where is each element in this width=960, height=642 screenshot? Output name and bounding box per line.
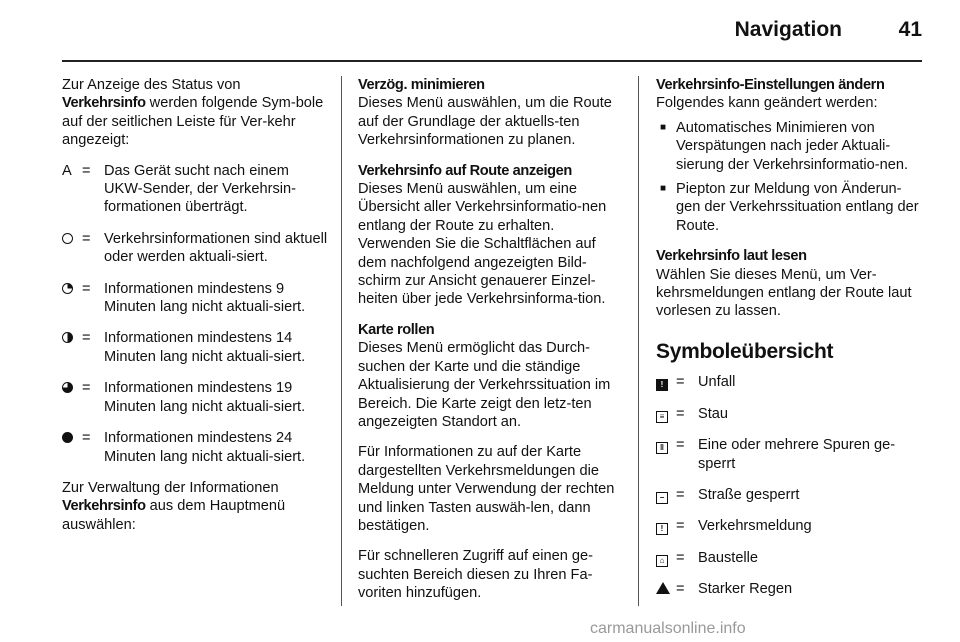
watermark: carmanualsonline.info: [590, 620, 746, 637]
roadworks-icon: ⌂: [656, 555, 668, 567]
symbol-row: ! = Verkehrsmeldung: [656, 517, 924, 535]
page-title: Navigation: [734, 18, 842, 41]
road-closed-icon: −: [656, 492, 668, 504]
status-item: = Informationen mindestens 19 Minuten lang nicht aktuali-siert.: [62, 379, 328, 416]
settings-intro: Folgendes kann geändert werden:: [656, 95, 878, 112]
column-1: [62, 76, 328, 546]
section-heading: Karte rollen: [358, 321, 435, 338]
page-number: 41: [898, 18, 922, 41]
lanes-closed-icon: ‖: [656, 442, 668, 454]
circle-quarter-icon: [62, 283, 73, 294]
paragraph-favourites: Für schnelleren Zugriff auf einen ge-suchten Bereich diesen zu Ihren Fa-voriten hinzufügen.: [358, 548, 593, 602]
status-intro: Zur Anzeige des Status von Verkehrsinfo werden folgende Sym-bole auf der seitlichen Leiste für Ver-kehr angezeigt:: [62, 77, 324, 149]
status-item: = Verkehrsinformationen sind aktuell oder werden aktuali-siert.: [62, 230, 328, 267]
status-item: A = Das Gerät sucht nach einem UKW-Sender, der Verkehrsin-formationen überträgt.: [62, 162, 296, 216]
symbol-row: ‖ = Eine oder mehrere Spuren ge-sperrt: [656, 436, 924, 473]
accident-icon: !: [656, 379, 668, 391]
section-show-traffic-on-route: Verkehrsinfo auf Route anzeigen Dieses Menü auswählen, um eine Übersicht aller Verkehrsinformatio-nen entlang der Route zu erhalten. Verwenden Sie die Schaltflächen auf dem nachfolgend angezeigten Bild-schirm zur Ansicht genauerer Einzel-heiten über jede Verkehrsinforma-tion.: [358, 162, 624, 309]
bullet-icon: ■: [660, 183, 667, 195]
symbol-row: ⌂ = Baustelle: [656, 549, 924, 567]
symbol-row: = Starker Regen: [656, 580, 924, 598]
section-minimize-delay: Verzög. minimieren Dieses Menü auswählen, um die Route auf der Grundlage der aktuells-ten Verkehrsinformationen zu planen.: [358, 76, 624, 150]
symbol-row: − = Straße gesperrt: [656, 486, 924, 504]
circle-three-quarter-icon: [62, 382, 73, 393]
symbol-row: ≡ = Stau: [656, 405, 924, 423]
status-item: = Informationen mindestens 9 Minuten lang nicht aktuali-siert.: [62, 280, 328, 317]
status-item: = Informationen mindestens 14 Minuten lang nicht aktuali-siert.: [62, 329, 328, 366]
section-heading: Verzög. minimieren: [358, 77, 485, 93]
section-heading: Verkehrsinfo auf Route anzeigen: [358, 162, 572, 179]
list-item: ■ Automatisches Minimieren von Verspätungen nach jeder Aktuali-sierung der Verkehrsinformatio-nen.: [656, 119, 924, 174]
status-letter-a: A: [62, 162, 72, 179]
traffic-message-icon: !: [656, 523, 668, 535]
section-heading: Verkehrsinfo laut lesen: [656, 248, 807, 265]
column-3: [656, 76, 924, 612]
symbols-title: Symboleübersicht: [656, 339, 834, 363]
column-2: [358, 76, 624, 615]
circle-half-icon: [62, 332, 73, 343]
column-divider-1: [341, 76, 342, 606]
section-read-aloud: Verkehrsinfo laut lesen Wählen Sie dieses Menü, um Ver-kehrsmeldungen entlang der Route laut vorlesen zu lassen.: [656, 247, 924, 321]
status-item: = Informationen mindestens 24 Minuten lang nicht aktuali-siert.: [62, 429, 328, 466]
header-rule: [62, 60, 922, 62]
manage-info-text: Zur Verwaltung der Informationen Verkehrsinfo aus dem Hauptmenü auswählen:: [62, 479, 286, 533]
circle-empty-icon: [62, 233, 73, 244]
list-item: ■ Piepton zur Meldung von Änderun-gen der Verkehrssituation entlang der Route.: [656, 180, 924, 235]
symbol-row: ! = Unfall: [656, 373, 924, 391]
section-scroll-map: Karte rollen Dieses Menü ermöglicht das Durch-suchen der Karte und die ständige Aktualisierung der Verkehrssituation im Bereich. Die Karte zeigt den letz-ten angezeigten Standort an.: [358, 321, 624, 431]
section-heading: Verkehrsinfo-Einstellungen ändern: [656, 77, 885, 93]
paragraph-traffic-messages: Für Informationen zu auf der Karte dargestellten Verkehrsmeldungen die Meldung unter Verwendung der rechten und linken Tasten auswäh-len, dann bestätigen.: [358, 444, 615, 534]
heavy-rain-icon: [656, 582, 670, 594]
bullet-icon: ■: [660, 121, 667, 133]
traffic-jam-icon: ≡: [656, 411, 668, 423]
page-header: [0, 0, 960, 62]
circle-full-icon: [62, 432, 73, 443]
column-divider-2: [638, 76, 639, 606]
